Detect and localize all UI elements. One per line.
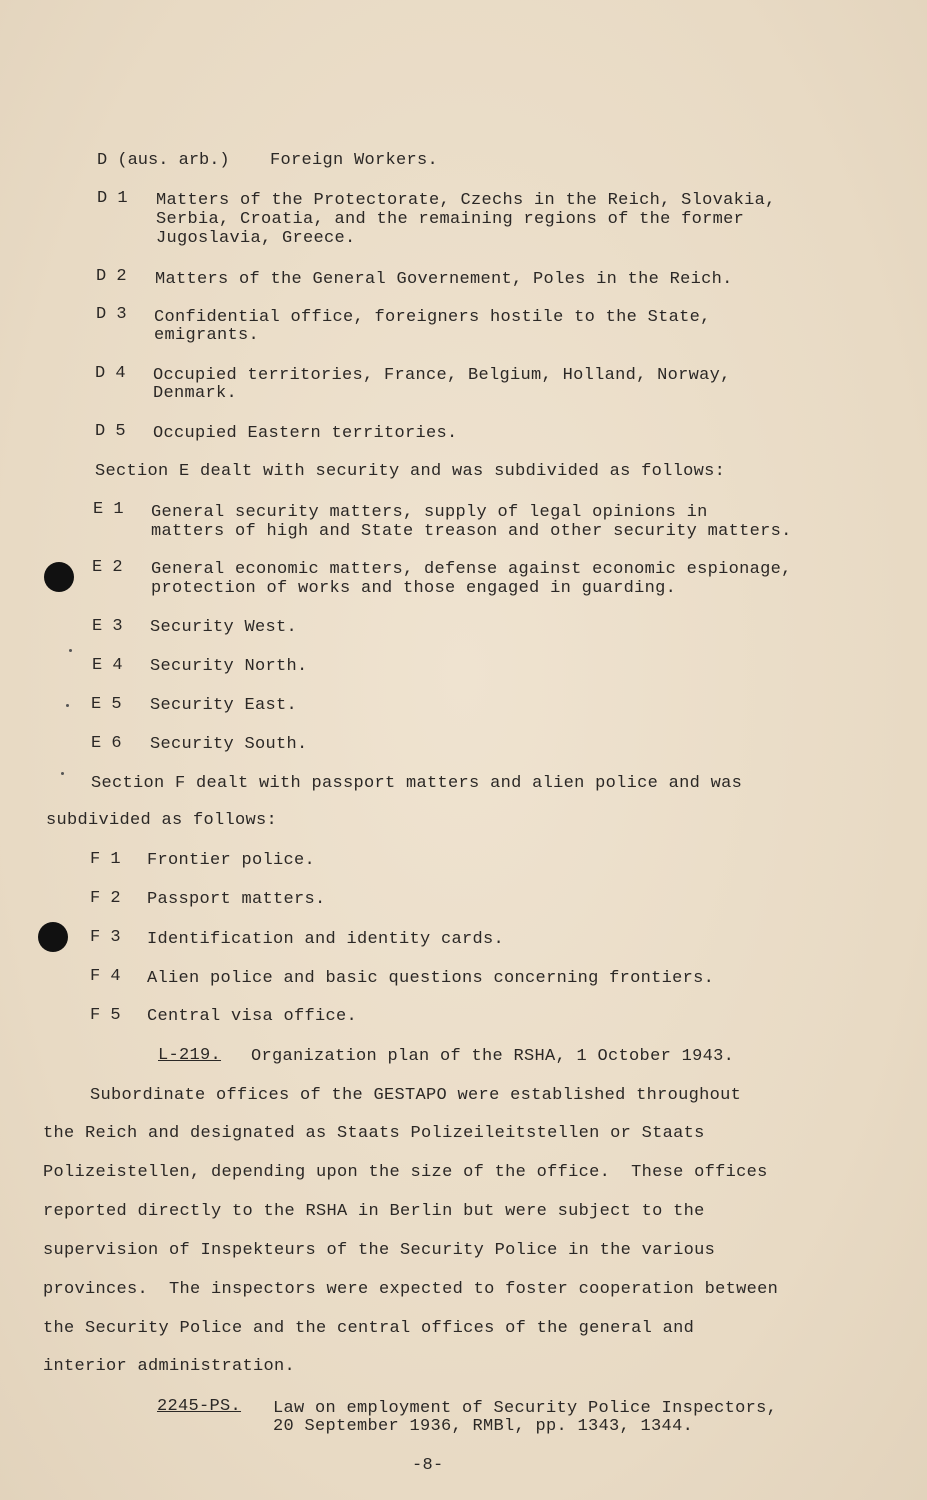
e4-code: E 4 <box>92 656 123 675</box>
e4-line: Security North. <box>150 657 308 676</box>
citation-2-ref: 2245-PS. <box>157 1397 242 1416</box>
d5-code: D 5 <box>95 422 126 441</box>
speck <box>69 649 72 652</box>
e3-code: E 3 <box>92 617 123 636</box>
d4-line: Occupied territories, France, Belgium, Holland, Norway, <box>153 366 731 385</box>
d3-code: D 3 <box>96 305 127 324</box>
f5-line: Central visa office. <box>147 1007 358 1026</box>
d1-code: D 1 <box>97 189 128 208</box>
d4-line: Denmark. <box>153 384 238 403</box>
section-e-intro: Section E dealt with security and was subdivided as follows: <box>95 462 726 481</box>
citation-1-ref: L-219. <box>158 1046 222 1065</box>
f1-line: Frontier police. <box>147 851 316 870</box>
paragraph-line: supervision of Inspekteurs of the Security Police in the various <box>43 1241 716 1260</box>
d1-line: Serbia, Croatia, and the remaining regions of the former <box>156 210 745 229</box>
f4-line: Alien police and basic questions concerning frontiers. <box>147 969 715 988</box>
d5-line: Occupied Eastern territories. <box>153 424 458 443</box>
e2-line: protection of works and those engaged in guarding. <box>151 579 677 598</box>
d4-code: D 4 <box>95 364 126 383</box>
d2-line: Matters of the General Governement, Poles in the Reich. <box>155 270 733 289</box>
f4-code: F 4 <box>90 967 121 986</box>
d-header-code: D (aus. arb.) <box>97 151 230 170</box>
f2-line: Passport matters. <box>147 890 326 909</box>
d3-line: Confidential office, foreigners hostile to the State, <box>154 308 711 327</box>
f3-code: F 3 <box>90 928 121 947</box>
e5-code: E 5 <box>91 695 122 714</box>
e5-line: Security East. <box>150 696 298 715</box>
e6-line: Security South. <box>150 735 308 754</box>
page-number: -8- <box>412 1456 444 1475</box>
e6-code: E 6 <box>91 734 122 753</box>
paragraph-line: Subordinate offices of the GESTAPO were established throughout <box>90 1086 742 1105</box>
f1-code: F 1 <box>90 850 121 869</box>
punch-hole <box>38 922 68 952</box>
section-f-intro-line: subdivided as follows: <box>46 811 278 830</box>
punch-hole <box>44 562 74 592</box>
speck <box>61 772 64 775</box>
f5-code: F 5 <box>90 1006 121 1025</box>
e2-code: E 2 <box>92 558 123 577</box>
section-f-intro-line: Section F dealt with passport matters and alien police and was <box>91 774 743 793</box>
d1-line: Jugoslavia, Greece. <box>156 229 356 248</box>
e1-code: E 1 <box>93 500 124 519</box>
d-header-text: Foreign Workers. <box>270 151 439 170</box>
d2-code: D 2 <box>96 267 127 286</box>
d3-line: emigrants. <box>154 326 260 345</box>
citation-2-line: Law on employment of Security Police Inspectors, <box>273 1399 778 1418</box>
e1-line: matters of high and State treason and other security matters. <box>151 522 792 541</box>
paragraph-line: reported directly to the RSHA in Berlin but were subject to the <box>43 1202 705 1221</box>
speck <box>66 704 69 707</box>
paragraph-line: Polizeistellen, depending upon the size of the office. These offices <box>43 1163 768 1182</box>
citation-1-text: Organization plan of the RSHA, 1 October 1943. <box>251 1047 735 1066</box>
e1-line: General security matters, supply of legal opinions in <box>151 503 708 522</box>
f2-code: F 2 <box>90 889 121 908</box>
paragraph-line: provinces. The inspectors were expected to foster cooperation between <box>43 1280 779 1299</box>
paragraph-line: the Security Police and the central offices of the general and <box>43 1319 695 1338</box>
citation-2-line: 20 September 1936, RMBl, pp. 1343, 1344. <box>273 1417 694 1436</box>
e3-line: Security West. <box>150 618 298 637</box>
f3-line: Identification and identity cards. <box>147 930 505 949</box>
paragraph-line: interior administration. <box>43 1357 296 1376</box>
paragraph-line: the Reich and designated as Staats Polizeileitstellen or Staats <box>43 1124 705 1143</box>
d1-line: Matters of the Protectorate, Czechs in the Reich, Slovakia, <box>156 191 776 210</box>
e2-line: General economic matters, defense against economic espionage, <box>151 560 792 579</box>
